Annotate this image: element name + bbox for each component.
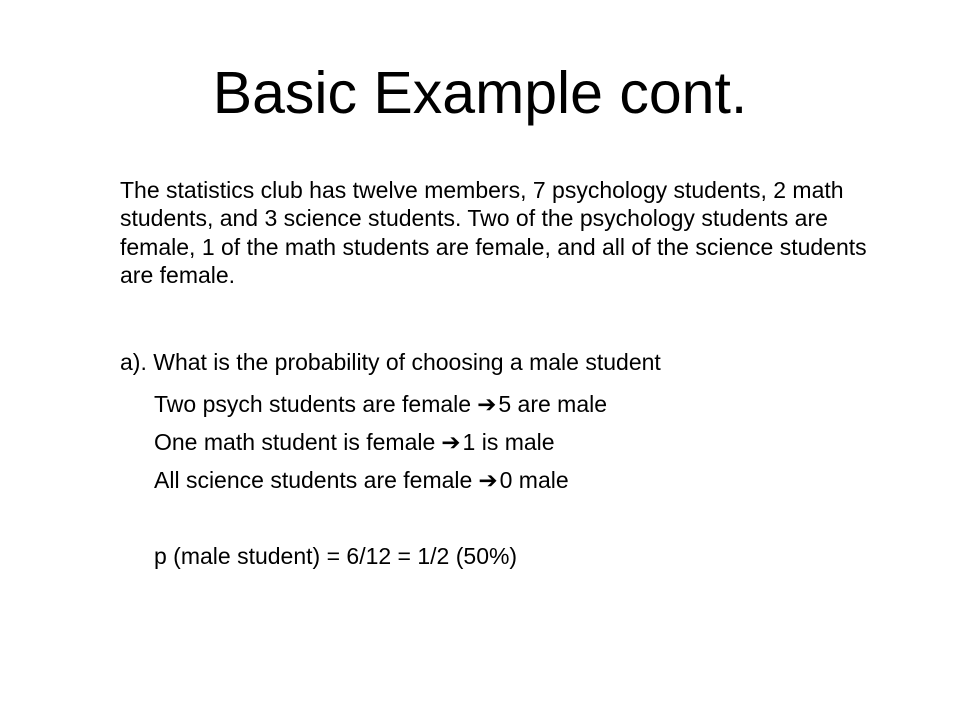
step-psych: [154, 390, 607, 418]
step-science: [154, 466, 569, 494]
step-math-lead: One math student is female: [154, 429, 436, 455]
question-a: a). What is the probability of choosing a male student: [120, 349, 661, 375]
step-math: [154, 428, 555, 456]
step-math-result: 1 is male: [462, 429, 555, 455]
problem-statement: The statistics club has twelve members, 7 psychology students, 2 math students, and 3 science students. Two of the psychology students are female, 1 of the math students are female, and all of the science students are female.: [120, 177, 867, 288]
right-arrow-icon: ➔: [441, 429, 461, 455]
slide-title: Basic Example cont.: [212, 60, 748, 126]
right-arrow-icon: ➔: [478, 467, 498, 493]
step-science-result: 0 male: [499, 467, 569, 493]
step-psych-lead: Two psych students are female: [154, 391, 472, 417]
answer-formula: p (male student) = 6/12 = 1/2 (50%): [154, 543, 518, 569]
right-arrow-icon: ➔: [477, 391, 497, 417]
step-psych-result: 5 are male: [498, 391, 608, 417]
step-science-lead: All science students are female: [154, 467, 473, 493]
